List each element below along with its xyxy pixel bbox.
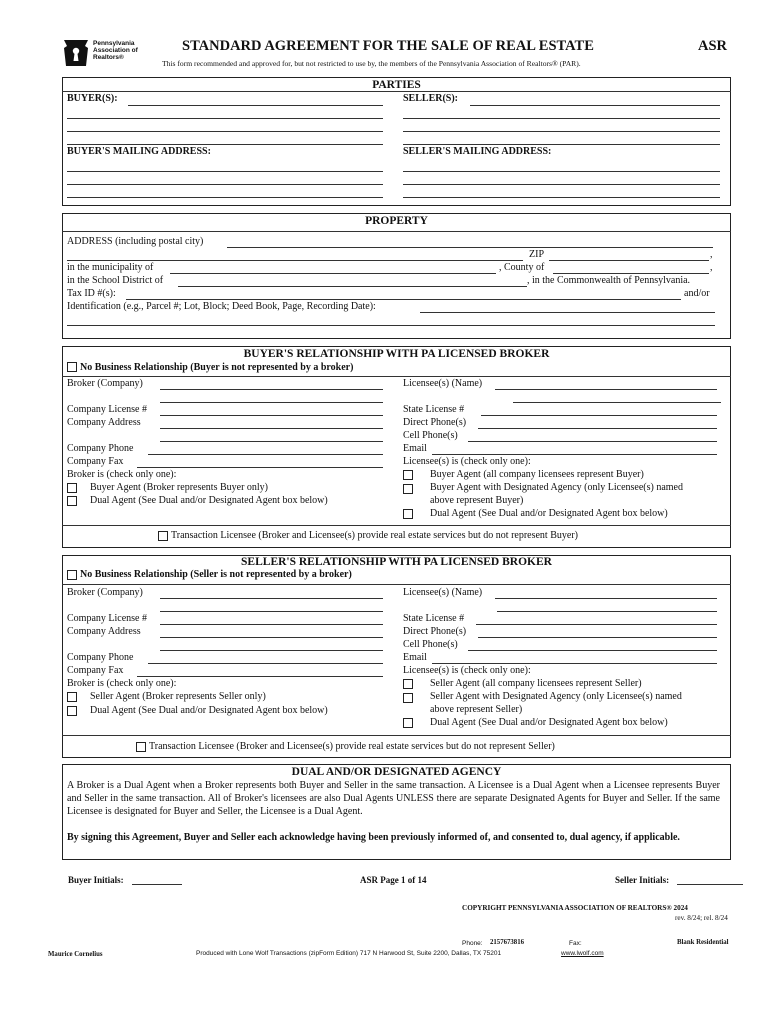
buyer-company-address-field-2[interactable] (160, 441, 383, 442)
buyer-email-field[interactable] (432, 454, 717, 455)
county-label: , County of (499, 262, 545, 273)
buyer-name-field[interactable] (128, 105, 383, 106)
buyer-licensee-name-field-2[interactable] (513, 402, 721, 403)
seller-name-field-4[interactable] (403, 144, 720, 145)
seller-no-business-checkbox[interactable] (67, 570, 77, 580)
buyer-lic-designated-label-2: above represent Buyer) (430, 495, 524, 506)
buyer-company-address-label: Company Address (67, 417, 141, 428)
revision: rev. 8/24; rel. 8/24 (675, 914, 728, 922)
buyer-direct-phone-field[interactable] (478, 428, 717, 429)
seller-broker-company-field-2[interactable] (160, 611, 383, 612)
identification-field-2[interactable] (67, 325, 715, 326)
seller-name-field-3[interactable] (403, 131, 720, 132)
subtitle: This form recommended and approved for, but not restricted to use by, the members of the Pennsylvania Association of Realtors® (PAR). (162, 59, 581, 68)
seller-licensee-name-field-2[interactable] (497, 611, 717, 612)
buyer-mailing-field-3[interactable] (67, 197, 383, 198)
keystone-logo-icon (62, 38, 90, 68)
seller-company-fax-field[interactable] (137, 676, 383, 677)
buyer-lic-dual-label: Dual Agent (See Dual and/or Designated Agent box below) (430, 508, 668, 519)
seller-company-phone-label: Company Phone (67, 652, 134, 663)
buyer-company-fax-label: Company Fax (67, 456, 124, 467)
seller-mailing-label: SELLER'S MAILING ADDRESS: (403, 146, 552, 157)
seller-broker-dual-label: Dual Agent (See Dual and/or Designated Agent box below) (90, 705, 328, 716)
buyer-name-field-3[interactable] (67, 131, 383, 132)
tax-id-label: Tax ID #(s): (67, 288, 116, 299)
seller-lic-designated-label-2: above represent Seller) (430, 704, 523, 715)
seller-state-license-label: State License # (403, 613, 465, 624)
school-district-field[interactable] (178, 286, 527, 287)
seller-transaction-checkbox[interactable] (136, 742, 146, 752)
seller-broker-dual-checkbox[interactable] (67, 706, 77, 716)
buyer-cell-phone-field[interactable] (468, 441, 717, 442)
seller-initials-field[interactable] (677, 884, 743, 885)
buyer-lic-designated-label: Buyer Agent with Designated Agency (only Licensee(s) named (430, 482, 683, 493)
zip-field[interactable] (549, 260, 709, 261)
buyer-company-phone-label: Company Phone (67, 443, 134, 454)
document-title: STANDARD AGREEMENT FOR THE SALE OF REAL ESTATE (182, 38, 594, 54)
buyer-company-license-label: Company License # (67, 404, 147, 415)
buyer-no-business-label: No Business Relationship (Buyer is not represented by a broker) (80, 362, 354, 373)
buyer-name-field-2[interactable] (67, 118, 383, 119)
seller-direct-phone-field[interactable] (478, 637, 717, 638)
buyer-direct-phone-label: Direct Phone(s) (403, 417, 467, 428)
identification-field[interactable] (420, 312, 715, 313)
seller-mailing-field-2[interactable] (403, 184, 720, 185)
form-code: ASR (698, 38, 728, 54)
county-comma: , (710, 262, 713, 273)
seller-no-business-label: No Business Relationship (Seller is not represented by a broker) (80, 569, 352, 580)
seller-email-label: Email (403, 652, 427, 663)
seller-mailing-field-3[interactable] (403, 197, 720, 198)
buyer-rel-heading: BUYER'S RELATIONSHIP WITH PA LICENSED BROKER (243, 348, 550, 360)
municipality-label: in the municipality of (67, 262, 154, 273)
seller-lic-agent-label: Seller Agent (all company licensees represent Seller) (430, 678, 642, 689)
property-heading: PROPERTY (365, 215, 428, 227)
buyer-licensee-name-field[interactable] (495, 389, 717, 390)
buyer-lic-agent-label: Buyer Agent (all company licensees represent Buyer) (430, 469, 644, 480)
seller-licensee-name-field[interactable] (495, 598, 717, 599)
county-field[interactable] (553, 273, 709, 274)
seller-mailing-field-1[interactable] (403, 171, 720, 172)
parties-section (62, 77, 731, 206)
seller-lic-designated-checkbox[interactable] (403, 693, 413, 703)
address-label: ADDRESS (including postal city) (67, 236, 204, 247)
buyer-cell-phone-label: Cell Phone(s) (403, 430, 458, 441)
seller-cell-phone-label: Cell Phone(s) (403, 639, 458, 650)
seller-broker-agent-checkbox[interactable] (67, 692, 77, 702)
buyer-mailing-field-2[interactable] (67, 184, 383, 185)
seller-state-license-field[interactable] (476, 624, 717, 625)
seller-company-address-field-2[interactable] (160, 650, 383, 651)
logo-text-line2: Association of (93, 47, 138, 54)
tax-id-field[interactable] (126, 299, 681, 300)
fax-label: Fax: (569, 940, 582, 947)
lone-wolf-link[interactable]: www.lwolf.com (561, 950, 604, 957)
buyer-transaction-checkbox[interactable] (158, 531, 168, 541)
seller-transaction-label: Transaction Licensee (Broker and Licensee(s) provide real estate services but do not represent Seller) (149, 741, 555, 752)
buyer-label: BUYER(S): (67, 93, 118, 104)
produced-with: Produced with Lone Wolf Transactions (zipForm Edition) 717 N Harwood St, Suite 2200, Dallas, TX 75201 (196, 950, 502, 957)
buyer-company-license-field[interactable] (160, 415, 383, 416)
buyer-broker-agent-label: Buyer Agent (Broker represents Buyer only) (90, 482, 269, 493)
identification-label: Identification (e.g., Parcel #; Lot, Block; Deed Book, Page, Recording Date): (67, 301, 376, 312)
buyer-company-address-field[interactable] (160, 428, 383, 429)
seller-broker-company-label: Broker (Company) (67, 587, 143, 598)
buyer-licensee-name-label: Licensee(s) (Name) (403, 378, 483, 389)
logo-text-line1: Pennsylvania (93, 40, 135, 47)
phone-value: 2157673816 (490, 939, 524, 946)
commonwealth-label: , in the Commonwealth of Pennsylvania. (527, 275, 691, 286)
seller-lic-agent-checkbox[interactable] (403, 679, 413, 689)
seller-label: SELLER(S): (403, 93, 459, 104)
phone-label: Phone: (462, 940, 483, 947)
dual-agency-heading: DUAL AND/OR DESIGNATED AGENCY (291, 766, 502, 778)
seller-licensee-check-label: Licensee(s) is (check only one): (403, 665, 531, 676)
seller-company-address-label: Company Address (67, 626, 141, 637)
seller-company-address-field[interactable] (160, 637, 383, 638)
seller-licensee-name-label: Licensee(s) (Name) (403, 587, 483, 598)
seller-lic-designated-label: Seller Agent with Designated Agency (only Licensee(s) named (430, 691, 682, 702)
seller-company-fax-label: Company Fax (67, 665, 124, 676)
buyer-mailing-field-1[interactable] (67, 171, 383, 172)
buyer-broker-company-label: Broker (Company) (67, 378, 143, 389)
buyer-lic-dual-checkbox[interactable] (403, 509, 413, 519)
seller-company-license-field[interactable] (160, 624, 383, 625)
seller-direct-phone-label: Direct Phone(s) (403, 626, 467, 637)
buyer-broker-dual-checkbox[interactable] (67, 496, 77, 506)
parties-heading: PARTIES (372, 79, 421, 91)
buyer-company-phone-field[interactable] (148, 454, 383, 455)
user-name: Maurice Cornelius (48, 951, 103, 958)
seller-email-field[interactable] (432, 663, 717, 664)
page-number: ASR Page 1 of 14 (360, 875, 427, 885)
seller-broker-company-field[interactable] (160, 598, 383, 599)
seller-company-phone-field[interactable] (148, 663, 383, 664)
seller-rel-heading: SELLER'S RELATIONSHIP WITH PA LICENSED BROKER (241, 556, 552, 568)
zip-comma: , (710, 249, 713, 260)
address-field-2[interactable] (67, 260, 523, 261)
buyer-broker-company-field-2[interactable] (160, 402, 383, 403)
buyer-broker-agent-checkbox[interactable] (67, 483, 77, 493)
buyer-lic-designated-checkbox[interactable] (403, 484, 413, 494)
form-name: Blank Residential (677, 939, 729, 946)
buyer-initials-label: Buyer Initials: (68, 875, 124, 885)
copyright: COPYRIGHT PENNSYLVANIA ASSOCIATION OF REALTORS® 2024 (462, 904, 688, 912)
seller-cell-phone-field[interactable] (468, 650, 717, 651)
seller-name-field[interactable] (470, 105, 720, 106)
municipality-field[interactable] (170, 273, 496, 274)
buyer-broker-company-field[interactable] (160, 389, 383, 390)
seller-broker-agent-label: Seller Agent (Broker represents Seller only) (90, 691, 266, 702)
address-field[interactable] (227, 247, 713, 248)
buyer-transaction-label: Transaction Licensee (Broker and Licensee(s) provide real estate services but do not represent Buyer) (171, 530, 578, 541)
buyer-no-business-checkbox[interactable] (67, 362, 77, 372)
andor-label: and/or (684, 288, 710, 299)
dual-agency-signing: By signing this Agreement, Buyer and Seller each acknowledge having been previously informed of, and consented to, dual agency, if applicable. (67, 832, 680, 843)
seller-lic-dual-checkbox[interactable] (403, 718, 413, 728)
par-logo (62, 38, 152, 70)
buyer-initials-field[interactable] (132, 884, 182, 885)
buyer-broker-check-label: Broker is (check only one): (67, 469, 177, 480)
seller-name-field-2[interactable] (403, 118, 720, 119)
buyer-mailing-label: BUYER'S MAILING ADDRESS: (67, 146, 211, 157)
school-district-label: in the School District of (67, 275, 164, 286)
buyer-company-fax-field[interactable] (137, 467, 383, 468)
dual-agency-body: A Broker is a Dual Agent when a Broker represents both Buyer and Seller in the same transaction. A Licensee is a Dual Agent when a Licensee represents Buyer and Seller in the same transaction. All of Broker's licensees are also Dual Agents UNLESS there are separate Designated Agents for Buyer and Seller. If the same Licensee is designated for Buyer and Seller, the Licensee is a Dual Agent. (67, 780, 720, 817)
buyer-state-license-label: State License # (403, 404, 465, 415)
zip-label: ZIP (529, 249, 544, 260)
seller-company-license-label: Company License # (67, 613, 147, 624)
buyer-state-license-field[interactable] (481, 415, 717, 416)
seller-lic-dual-label: Dual Agent (See Dual and/or Designated Agent box below) (430, 717, 668, 728)
seller-initials-label: Seller Initials: (615, 875, 670, 885)
buyer-email-label: Email (403, 443, 427, 454)
buyer-lic-agent-checkbox[interactable] (403, 470, 413, 480)
buyer-licensee-check-label: Licensee(s) is (check only one): (403, 456, 531, 467)
buyer-broker-dual-label: Dual Agent (See Dual and/or Designated Agent box below) (90, 495, 328, 506)
logo-text-line3: Realtors® (93, 54, 124, 61)
seller-broker-check-label: Broker is (check only one): (67, 678, 177, 689)
buyer-name-field-4[interactable] (67, 144, 383, 145)
